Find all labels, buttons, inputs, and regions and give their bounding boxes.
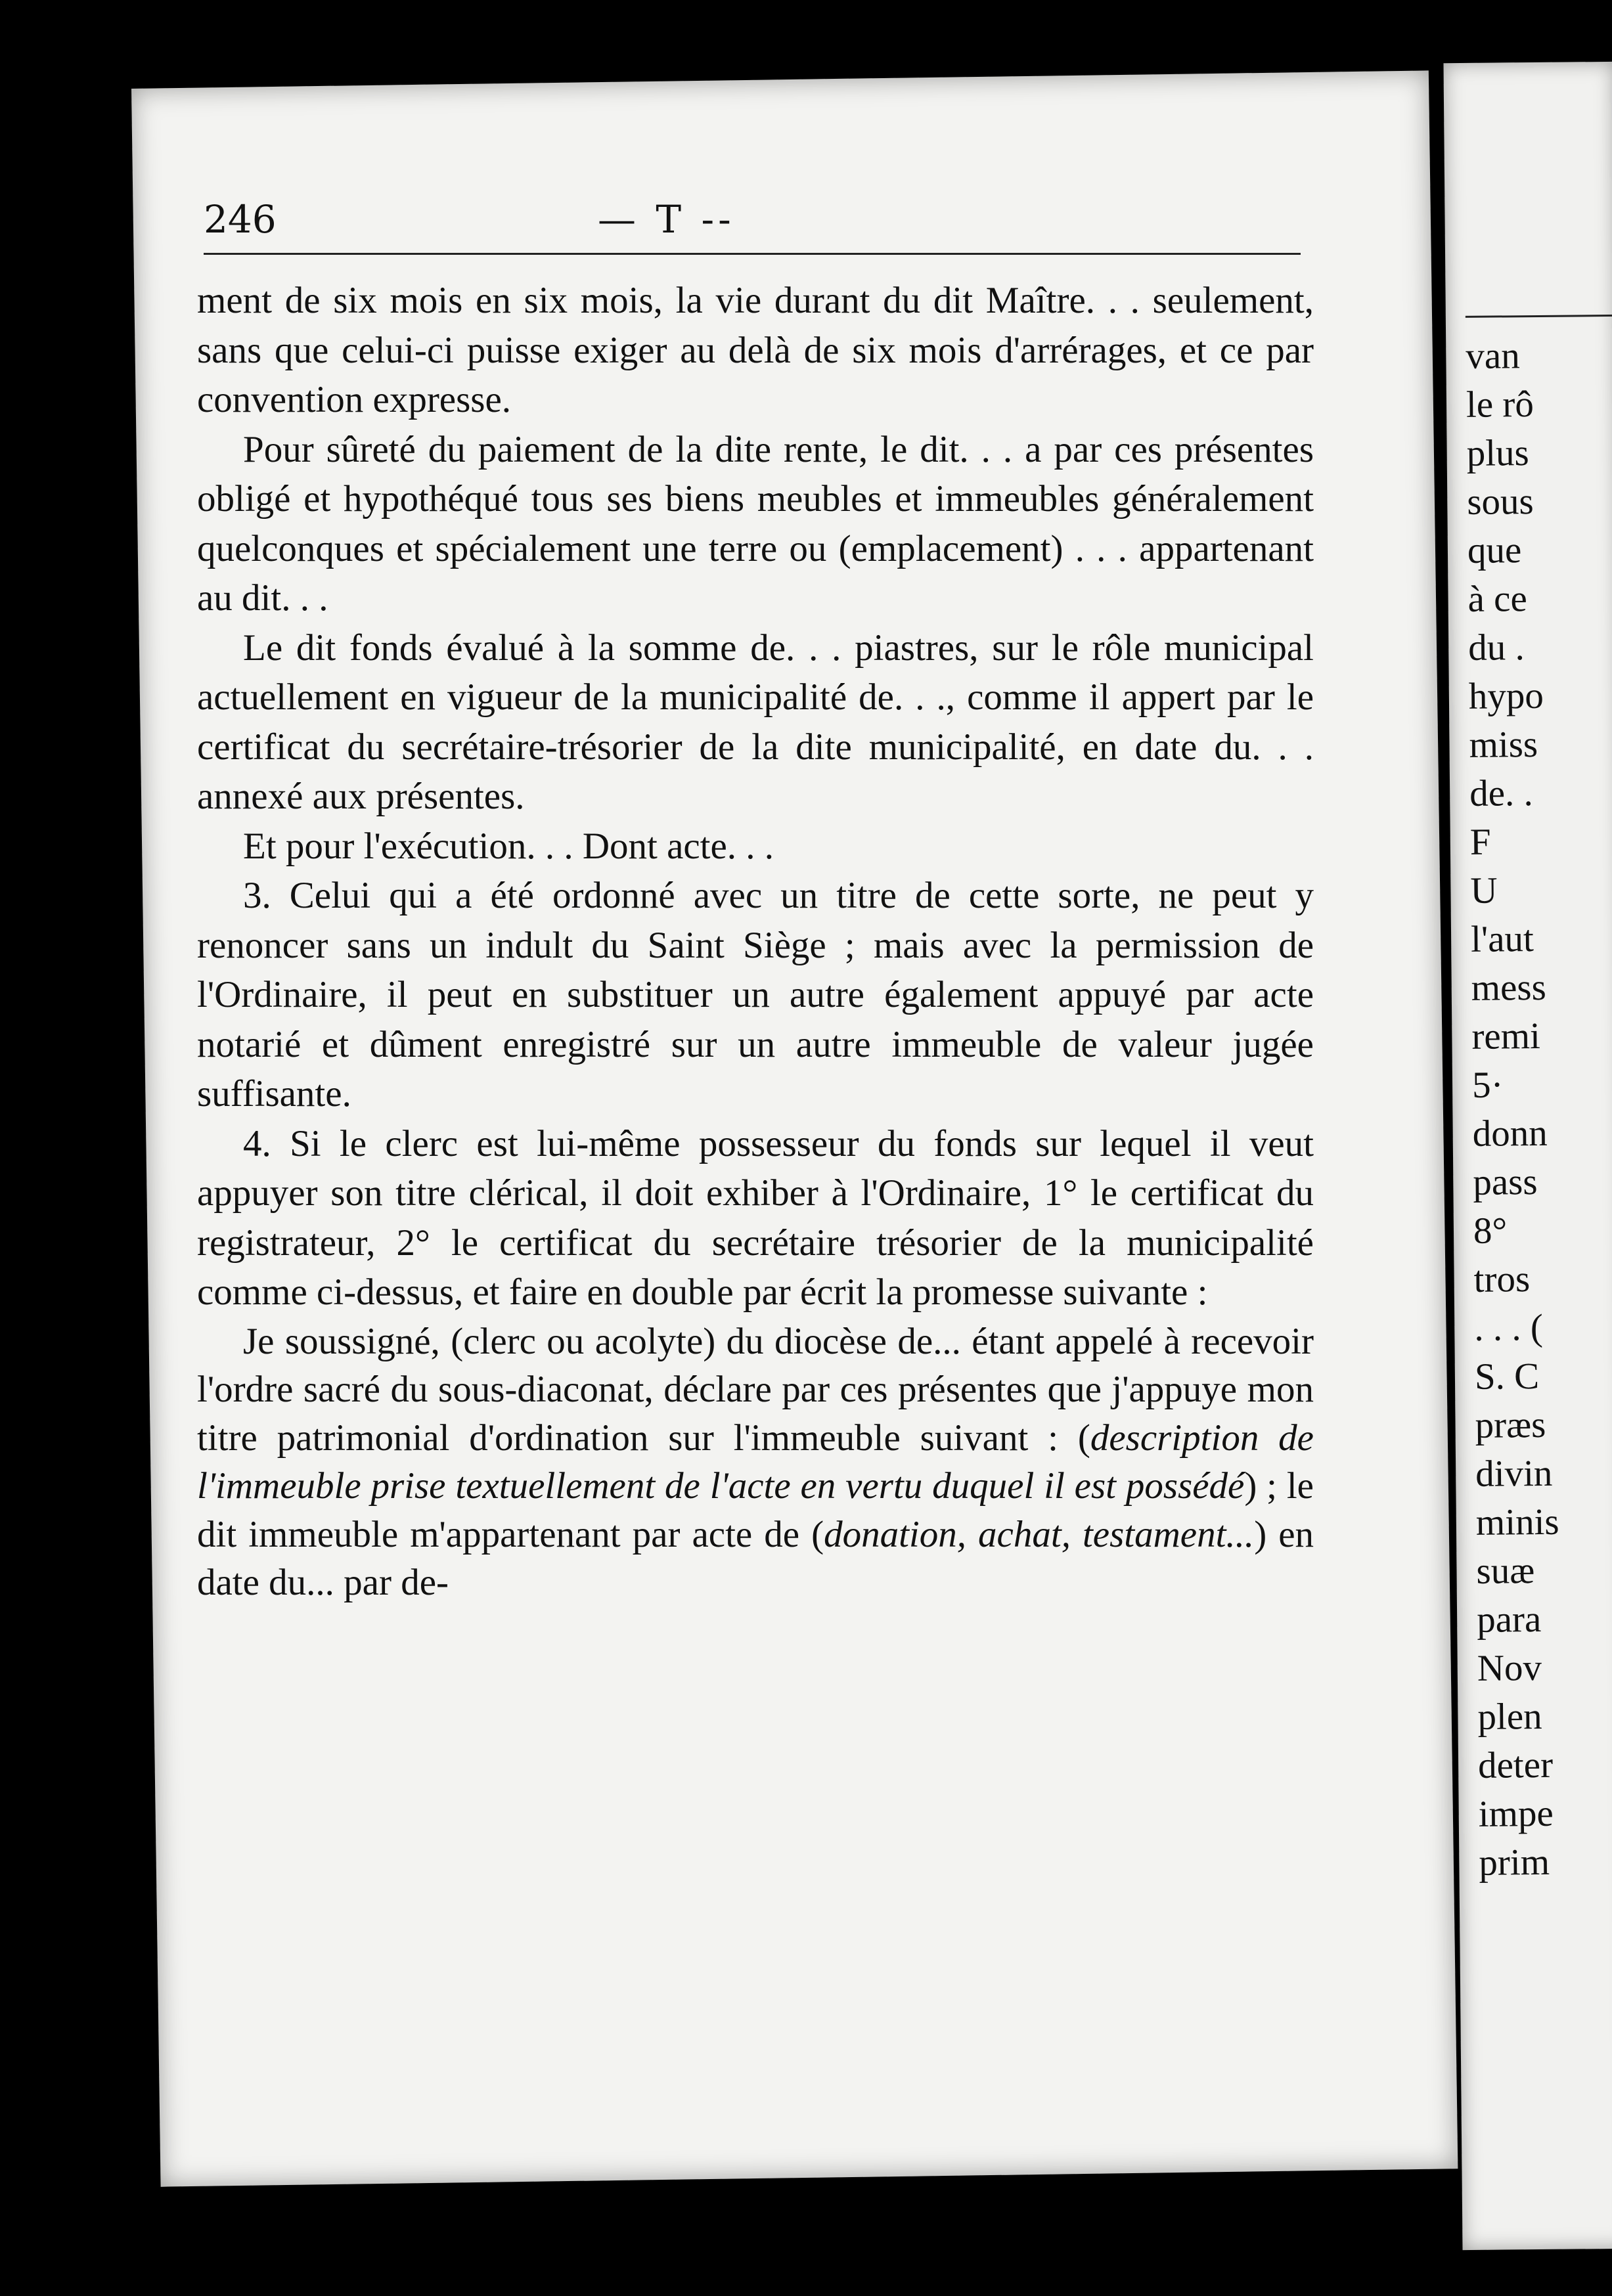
facing-line: sous bbox=[1467, 481, 1534, 523]
facing-line: hypo bbox=[1468, 674, 1544, 717]
promise-text: ) ; le dit immeuble m'appartenant par acte de ( bbox=[197, 1465, 1314, 1555]
facing-line: præs bbox=[1475, 1403, 1546, 1446]
facing-line: F bbox=[1469, 821, 1491, 863]
facing-line: prim bbox=[1479, 1841, 1550, 1884]
facing-line: deter bbox=[1477, 1744, 1554, 1786]
facing-line: divin bbox=[1475, 1452, 1553, 1495]
facing-line: tros bbox=[1473, 1258, 1531, 1300]
paragraph: ment de six mois en six mois, la vie durant du dit Maître. . . seulement, sans que celui-ci puisse exiger au delà de six mois d'arrérages, et ce par convention expresse. bbox=[197, 280, 1314, 420]
facing-line: donn bbox=[1472, 1112, 1548, 1155]
page-number: 246 bbox=[204, 197, 277, 242]
paragraph: Le dit fonds évalué à la somme de. . . piastres, sur le rôle municipal actuellement en vigueur de la municipalité de. . ., comme il appert par le certificat du secrétaire-trésorier de la dite municipalité, en date du. . . annexé aux présentes. bbox=[197, 627, 1314, 817]
facing-line: 8° bbox=[1473, 1210, 1508, 1252]
facing-line: que bbox=[1467, 529, 1522, 571]
facing-line: 5· bbox=[1471, 1064, 1504, 1106]
facing-line: à ce bbox=[1467, 578, 1528, 620]
facing-header-rule bbox=[1466, 315, 1612, 318]
promise-text: ) en date du... par de- bbox=[197, 1513, 1314, 1603]
facing-line: plus bbox=[1466, 432, 1529, 474]
facing-line: l'aut bbox=[1470, 918, 1534, 960]
facing-line: plen bbox=[1477, 1695, 1542, 1738]
facing-line: de. . bbox=[1469, 772, 1534, 814]
facing-line: mess bbox=[1471, 966, 1547, 1009]
facing-line: Nov bbox=[1477, 1646, 1542, 1689]
facing-line: para bbox=[1476, 1598, 1542, 1641]
facing-line: le rô bbox=[1466, 384, 1534, 426]
facing-line: suæ bbox=[1476, 1550, 1535, 1592]
facing-line: U bbox=[1470, 870, 1498, 912]
facing-line: du . bbox=[1467, 627, 1525, 669]
page-header bbox=[204, 197, 1301, 243]
facing-line: van bbox=[1466, 335, 1520, 377]
paragraph: 4. Si le clerc est lui-même possesseur du fonds sur lequel il veut appuyer son titre clérical, il doit exhiber à l'Ordinaire, 1° le certificat du registrateur, 2° le certificat du secrétaire trésorier de la municipalité comme ci-dessus, et faire en double par écrit la promesse suivante : bbox=[197, 1122, 1314, 1313]
promise-italic-acts: donation, achat, testament... bbox=[824, 1513, 1255, 1555]
promise-text: Je soussigné, (clerc ou acolyte) du diocèse de... étant appelé à recevoir l'ordre sacré du sous-diaconat, déclare par ces présentes que j'appuye mon titre patrimonial d'ordination sur l'immeuble suivant : ( bbox=[197, 1320, 1314, 1459]
promise-italic-description: description de l'immeuble prise textuellement de l'acte en vertu duquel il est possédé bbox=[197, 1417, 1314, 1507]
facing-page-text bbox=[1466, 332, 1562, 1888]
promise-paragraph bbox=[197, 1317, 1314, 1607]
body-text bbox=[197, 276, 1314, 1607]
facing-line: S. C bbox=[1474, 1356, 1540, 1398]
facing-line: minis bbox=[1475, 1501, 1559, 1543]
facing-line: pass bbox=[1473, 1161, 1538, 1203]
header-rule bbox=[204, 253, 1301, 255]
facing-line: remi bbox=[1471, 1015, 1541, 1057]
paragraph: 3. Celui qui a été ordonné avec un titre de cette sorte, ne peut y renoncer sans un indult du Saint Siège ; mais avec la permission de l'Ordinaire, il peut en substituer un autre également appuyé par acte notarié et dûment enregistré sur un autre immeuble de valeur jugée suffisante. bbox=[197, 875, 1314, 1115]
paragraph: Et pour l'exécution. . . Dont acte. . . bbox=[243, 825, 774, 867]
facing-page bbox=[1443, 62, 1612, 2250]
facing-line: miss bbox=[1469, 723, 1538, 766]
facing-line: impe bbox=[1478, 1792, 1554, 1835]
running-head: — T -- bbox=[598, 197, 735, 242]
facing-line: . . . ( bbox=[1474, 1306, 1544, 1349]
paragraph: Pour sûreté du paiement de la dite rente, le dit. . . a par ces présentes obligé et hypothéqué tous ses biens meubles et immeubles généralement quelconques et spécialement une terre ou (emplacement) . . . appartenant au dit. . . bbox=[197, 428, 1314, 619]
